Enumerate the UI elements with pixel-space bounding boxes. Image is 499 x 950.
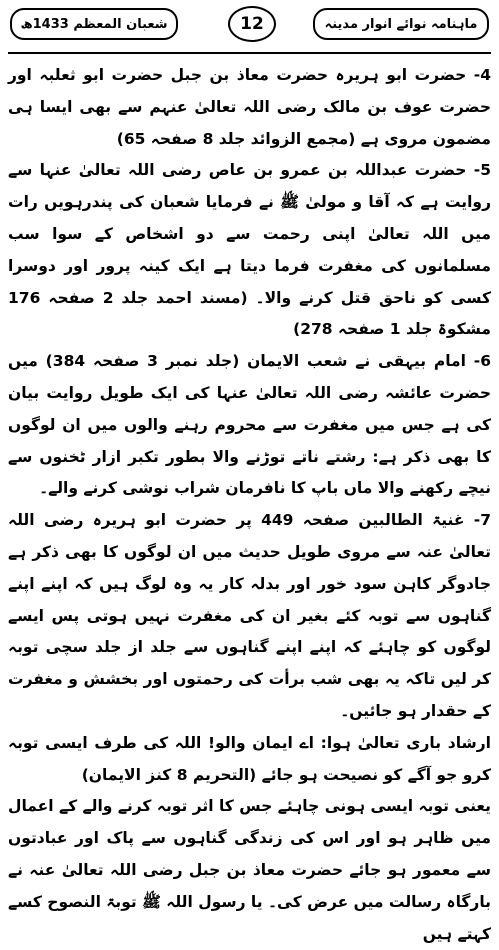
issue-date: شعبان المعظم 1433ھ (20, 16, 168, 32)
page-number: 12 (240, 14, 264, 34)
issue-date-box (10, 8, 178, 40)
paragraph-6: 6- امام بیہقی نے شعب الایمان (جلد نمبر 3 صفحہ 384) میں حضرت عائشہ رضی اللہ تعالیٰ عنہا کی ایک طویل روایت بیان کی ہے جس میں مغفرت سے محروم رہنے والوں میں ان لوگوں کا بھی ذکر ہے: رشتے ناتے توڑنے والا بطور تکبر ازار ٹخنوں سے نیچے رکھنے والا ماں باپ کا نافرمان شراب نوشی کرنے والے۔ (8, 352, 491, 498)
paragraph-7: 7- غنیۃ الطالبین صفحہ 449 پر حضرت ابو ہریرہ رضی اللہ تعالیٰ عنہ سے مروی طویل حدیث میں ان لوگوں کا بھی ذکر ہے جادوگر کاہن سود خور اور بدلہ کار یہ وہ لوگ ہیں کہ اپنے اپنے گناہوں سے توبہ کئے بغیر ان کی مغفرت نہیں ہوتی پس ایسے لوگوں کو چاہئے کہ اپنے اپنے گناہوں سے جلد از جلد سچی توبہ کر لیں تاکہ یہ بھی شب برأت کی رحمتوں اور بخشش و مغفرت کے حقدار ہو جائیں۔ (8, 511, 491, 720)
page-number-oval (228, 6, 276, 42)
article-body (6, 60, 493, 950)
magazine-title: ماہنامہ نوائے انوار مدینہ (324, 16, 478, 32)
paragraph-5: 5- حضرت عبداللہ بن عمرو بن عاص رضی اللہ تعالیٰ عنہا سے روایت ہے کہ آقا و مولیٰ ﷺ نے فرمایا شعبان کی پندرہویں رات میں اللہ تعالیٰ اپنی رحمت سے دو اشخاص کے سوا سب مسلمانوں کی مغفرت فرما دیتا ہے ایک کینہ پرور اور دوسرا کسی کو ناحق قتل کرنے والا۔ (مسند احمد جلد 2 صفحہ 176 مشکوۃ جلد 1 صفحہ 278) (8, 161, 491, 339)
paragraph-4: 4- حضرت ابو ہریرہ حضرت معاذ بن جبل حضرت ابو ثعلبہ اور حضرت عوف بن مالک رضی اللہ تعالیٰ عنہم سے بھی ایسا ہی مضمون مروی ہے (مجمع الزوائد جلد 8 صفحہ 65) (8, 66, 491, 148)
explanation-paragraph: یعنی توبہ ایسی ہونی چاہئے جس کا اثر توبہ کرنے والے کے اعمال میں ظاہر ہو اور اس کی زندگی گناہوں سے پاک اور عبادتوں سے معمور ہو جائے حضرت معاذ بن جبل رضی اللہ تعالیٰ عنہ نے بارگاہ رسالت میں عرض کی۔ یا رسول اللہ ﷺ توبۃ النصوح کسے کہتے ہیں (8, 797, 491, 943)
header-divider (8, 52, 491, 54)
magazine-title-box (313, 8, 489, 40)
quran-verse-paragraph: ارشاد باری تعالیٰ ہوا: اے ایمان والو! اللہ کی طرف ایسی توبہ کرو جو آگے کو نصیحت ہو جائے (التحریم 8 کنز الایمان) (8, 733, 491, 784)
page-header (6, 4, 493, 48)
